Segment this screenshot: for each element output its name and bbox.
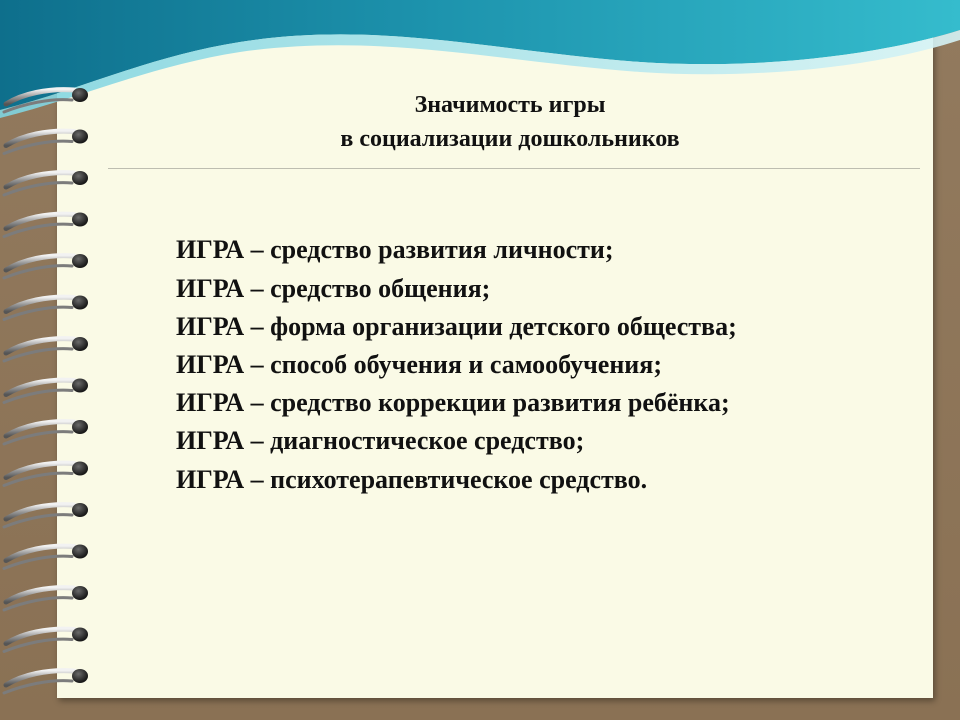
binding-ring (4, 545, 88, 569)
list-item: ИГРА – способ обучения и самообучения; (176, 350, 663, 379)
binding-ring (4, 88, 88, 112)
binding-ring (4, 462, 88, 486)
binding-ring (4, 171, 88, 195)
binding-ring (4, 296, 88, 320)
list-item: ИГРА – форма организации детского общества; (176, 312, 737, 341)
binding-ring (4, 503, 88, 527)
binding-ring (4, 337, 88, 361)
binding-ring (4, 628, 88, 652)
spiral-binding (0, 70, 110, 700)
list-item: ИГРА – психотерапевтическое средство. (176, 465, 648, 494)
list-item: ИГРА – диагностическое средство; (176, 426, 585, 455)
binding-ring (4, 254, 88, 278)
list-item: ИГРА – средство развития личности; (176, 235, 614, 264)
title-line-2: в социализации дошкольников (340, 126, 680, 152)
play-roles-list (176, 230, 830, 499)
list-item: ИГРА – средство общения; (176, 274, 491, 303)
binding-ring (4, 420, 88, 444)
binding-ring (4, 586, 88, 610)
binding-ring (4, 130, 88, 154)
binding-ring (4, 669, 88, 693)
list-item: ИГРА – средство коррекции развития ребёнка; (176, 388, 730, 417)
binding-ring (4, 213, 88, 237)
title-divider (108, 168, 920, 169)
title-line-1: Значимость игры (414, 92, 606, 118)
slide-title (300, 88, 720, 156)
binding-ring (4, 379, 88, 403)
